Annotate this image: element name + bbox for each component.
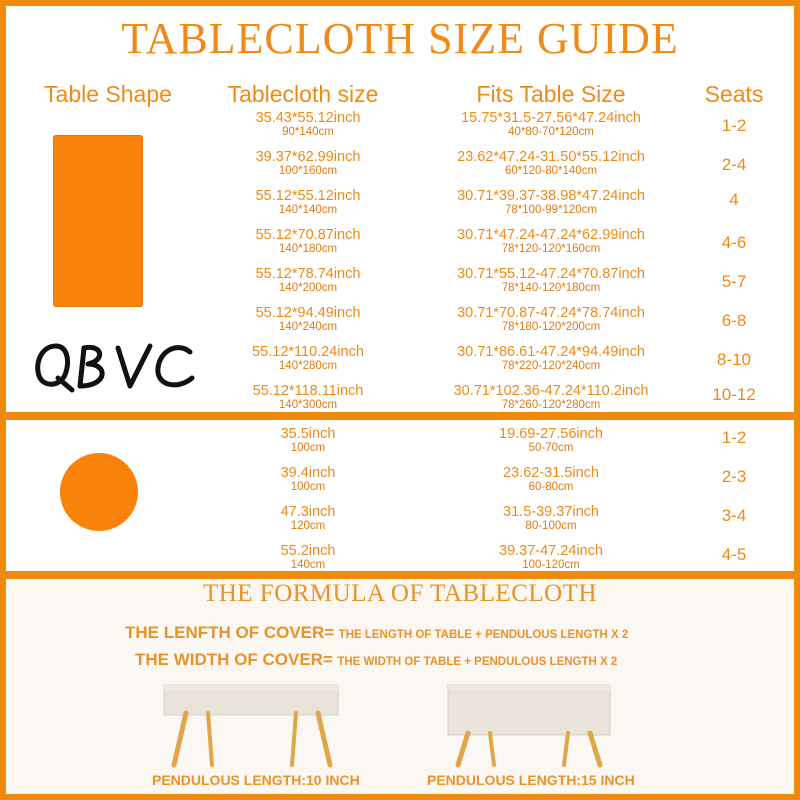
seats-value: 1-2: [721, 428, 747, 447]
tablecloth-inch: 55.12*55.12inch: [255, 188, 361, 204]
tablecloth-cm: 100*160cm: [278, 165, 338, 177]
fits-cm: 100-120cm: [522, 559, 580, 571]
fits-inch: 39.37-47.24inch: [499, 543, 603, 559]
seats-value: 4-6: [721, 233, 747, 252]
seats-value: 8-10: [716, 350, 752, 369]
seats-value: 4-5: [721, 545, 747, 564]
fits-cm: 80-100cm: [525, 520, 577, 532]
tablecloth-cm: 140*200cm: [278, 282, 338, 294]
fits-cm: 78*140-120*180cm: [501, 282, 601, 294]
tablecloth-inch: 55.12*70.87inch: [255, 227, 361, 243]
fits-cm: 78*260-120*280cm: [501, 399, 601, 411]
tablecloth-cm: 120cm: [290, 520, 326, 532]
width-formula: [135, 650, 617, 670]
tablecloth-cm: 100cm: [290, 481, 326, 493]
fits-inch: 30.71*55.12-47.24*70.87inch: [457, 266, 645, 282]
fits-cm: 78*180-120*200cm: [501, 321, 601, 333]
tablecloth-inch: 47.3inch: [280, 504, 336, 520]
fits-cm: 60*120-80*140cm: [504, 165, 598, 177]
page-title: TABLECLOTH SIZE GUIDE: [121, 14, 679, 63]
tablecloth-inch: 55.12*118.11inch: [252, 383, 364, 399]
brand-logo: [28, 336, 198, 396]
header-seats: Seats: [704, 81, 764, 107]
tablecloth-inch: 55.2inch: [280, 543, 336, 559]
fits-inch: 30.71*47.24-47.24*62.99inch: [457, 227, 645, 243]
tablecloth-inch: 55.12*110.24inch: [252, 344, 364, 360]
rectangle-size-panel: [6, 6, 794, 412]
table-with-long-cloth-icon: [434, 679, 624, 769]
fits-cm: 78*100-99*120cm: [504, 204, 598, 216]
seats-value: 3-4: [721, 506, 747, 525]
fits-cm: 78*220-120*240cm: [501, 360, 601, 372]
tablecloth-inch: 35.5inch: [280, 426, 336, 442]
fits-inch: 30.71*70.87-47.24*78.74inch: [457, 305, 645, 321]
fits-inch: 23.62-31.5inch: [503, 465, 599, 481]
width-formula-label: THE WIDTH OF COVER=: [135, 650, 333, 669]
fits-inch: 30.71*39.37-38.98*47.24inch: [457, 188, 645, 204]
tablecloth-inch: 55.12*94.49inch: [255, 305, 361, 321]
table-with-cloth-icon: [156, 679, 346, 769]
pendulous-length-15: PENDULOUS LENGTH:15 INCH: [427, 772, 635, 788]
seats-value: 1-2: [721, 116, 747, 135]
tablecloth-cm: 100cm: [290, 442, 326, 454]
length-formula-expression: THE LENGTH OF TABLE + PENDULOUS LENGTH X 2: [338, 629, 629, 641]
fits-inch: 30.71*86.61-47.24*94.49inch: [457, 344, 645, 360]
fits-inch: 30.71*102.36-47.24*110.2inch: [453, 383, 649, 399]
fits-cm: 40*80-70*120cm: [508, 126, 594, 138]
tablecloth-cm: 140*300cm: [278, 399, 338, 411]
seats-value: 5-7: [721, 272, 747, 291]
tablecloth-inch: 39.37*62.99inch: [255, 149, 361, 165]
tablecloth-inch: 39.4inch: [280, 465, 336, 481]
seats-value: 10-12: [712, 385, 756, 404]
fits-inch: 19.69-27.56inch: [499, 426, 603, 442]
formula-panel: [6, 579, 794, 794]
fits-inch: 15.75*31.5-27.56*47.24inch: [461, 110, 641, 126]
tablecloth-cm: 140cm: [290, 559, 326, 571]
fits-cm: 50-70cm: [528, 442, 574, 454]
tablecloth-cm: 140*180cm: [278, 243, 338, 255]
seats-value: 2-4: [721, 155, 747, 174]
pendulous-length-10: PENDULOUS LENGTH:10 INCH: [152, 772, 360, 788]
tablecloth-cm: 90*140cm: [282, 126, 334, 138]
tablecloth-inch: 35.43*55.12inch: [255, 110, 361, 126]
fits-inch: 23.62*47.24-31.50*55.12inch: [457, 149, 645, 165]
width-formula-expression: THE WIDTH OF TABLE + PENDULOUS LENGTH X 2: [337, 656, 618, 668]
length-formula-label: THE LENFTH OF COVER=: [125, 623, 335, 642]
fits-inch: 31.5-39.37inch: [503, 504, 599, 520]
tablecloth-cm: 140*240cm: [278, 321, 338, 333]
fits-cm: 60-80cm: [528, 481, 574, 493]
length-formula: [125, 623, 628, 643]
formula-title: THE FORMULA OF TABLECLOTH: [202, 580, 598, 607]
round-table-shape-icon: [60, 453, 138, 531]
rectangle-table-shape-icon: [53, 135, 143, 307]
header-tablecloth-size: Tablecloth size: [227, 81, 379, 107]
header-table-shape: Table Shape: [44, 81, 172, 107]
fits-cm: 78*120-120*160cm: [501, 243, 601, 255]
header-fits-table-size: Fits Table Size: [476, 81, 626, 107]
tablecloth-cm: 140*280cm: [278, 360, 338, 372]
seats-value: 6-8: [721, 311, 747, 330]
seats-value: 2-3: [721, 467, 747, 486]
seats-value: 4: [729, 190, 739, 209]
tablecloth-inch: 55.12*78.74inch: [255, 266, 361, 282]
tablecloth-cm: 140*140cm: [278, 204, 338, 216]
round-size-panel: [6, 420, 794, 571]
